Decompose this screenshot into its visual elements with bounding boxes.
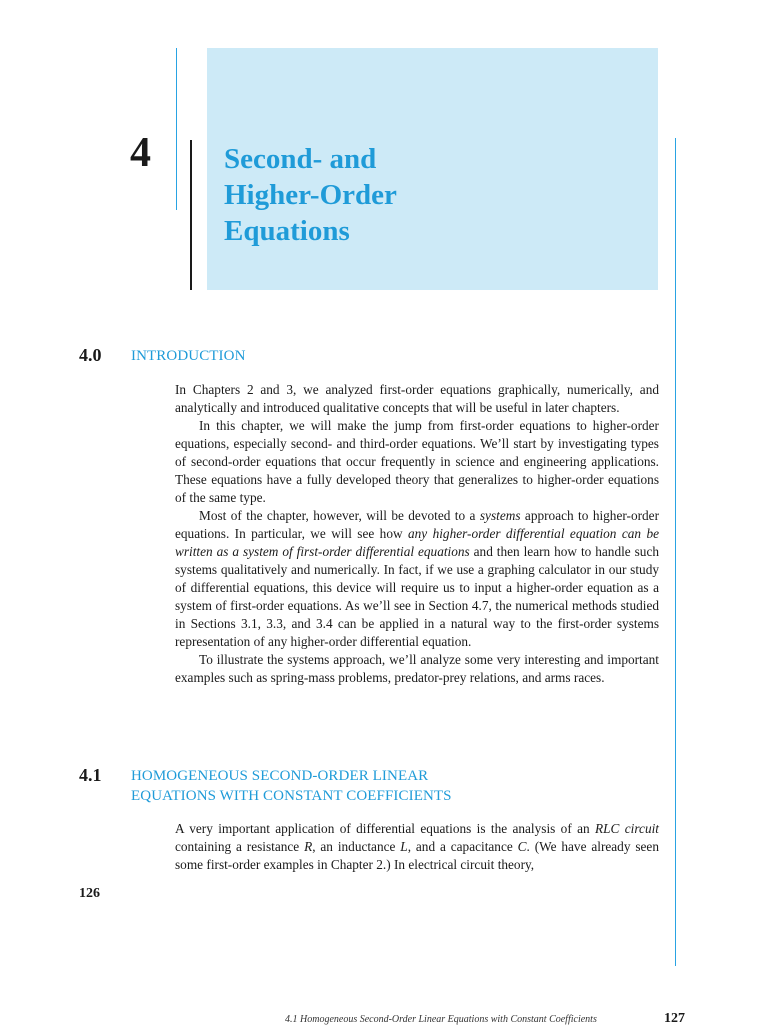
text-run: , and a capacitance bbox=[407, 839, 518, 854]
text-run: and then learn how to handle such systems qualitatively and numerically. In fact, if we use a graphing calculator in our study of differential equations, this device will require us to input a higher-order equation as a system of first-order equations. As we’ll see in Section 4.7, the numerical methods studied in Sections 3.1, 3.3, and 3.4 can be applied in a natural way to the first-order systems representation of any higher-order differential equation. bbox=[175, 544, 659, 649]
italic-run: L bbox=[400, 839, 408, 854]
text-run: In Chapters 2 and 3, we analyzed first-order equations graphically, numerically, and analytically and introduced qualitative concepts that will be useful in later chapters. bbox=[175, 382, 659, 415]
text-run: , an inductance bbox=[312, 839, 401, 854]
running-head: 4.1 Homogeneous Second-Order Linear Equations with Constant Coefficients bbox=[285, 1014, 597, 1025]
section-heading-line: INTRODUCTION bbox=[131, 348, 246, 364]
text-run: containing a resistance bbox=[175, 839, 305, 854]
chapter-number: 4 bbox=[130, 130, 151, 176]
chapter-title-line: Second- and bbox=[224, 143, 377, 175]
text-run: To illustrate the systems approach, we’ll analyze some very interesting and important examples such as spring-mass problems, predator-prey relations, and arms races. bbox=[175, 652, 659, 685]
paragraph bbox=[175, 507, 659, 651]
italic-run: systems bbox=[479, 508, 521, 523]
paragraph bbox=[175, 381, 659, 417]
italic-run: RLC circuit bbox=[595, 821, 659, 836]
italic-run: R bbox=[304, 839, 313, 854]
paragraph bbox=[175, 820, 659, 874]
text-run: Most of the chapter, however, will be devoted to a bbox=[199, 508, 480, 523]
chapter-divider-rule bbox=[190, 140, 192, 290]
chapter-title bbox=[224, 141, 644, 249]
chapter-title-line: Higher-Order bbox=[224, 179, 397, 211]
paragraph bbox=[175, 417, 659, 507]
margin-rule-left bbox=[176, 48, 177, 210]
section-number: 4.0 bbox=[79, 345, 102, 365]
section-number: 4.1 bbox=[79, 765, 102, 785]
page-number: 127 bbox=[664, 1011, 685, 1026]
page-number: 126 bbox=[79, 886, 100, 901]
paragraph bbox=[175, 651, 659, 687]
section-body bbox=[175, 820, 659, 874]
section-body bbox=[175, 381, 659, 687]
section-heading-line: EQUATIONS WITH CONSTANT COEFFICIENTS bbox=[131, 788, 452, 804]
section-heading-line: HOMOGENEOUS SECOND-ORDER LINEAR bbox=[131, 768, 429, 784]
text-run: A very important application of differential equations is the analysis of an bbox=[175, 821, 596, 836]
section-heading bbox=[131, 346, 246, 366]
chapter-title-line: Equations bbox=[224, 215, 350, 247]
section-heading bbox=[131, 766, 452, 806]
text-run: approach to higher-order equations. In particular, we will see how bbox=[175, 508, 659, 541]
italic-run: C bbox=[517, 839, 527, 854]
text-run: In this chapter, we will make the jump from first-order equations to higher-order equations, especially second- and third-order equations. We’ll start by investigating types of second-order equations that occur frequently in science and engineering applications. These equations have a fully developed theory that generalizes to higher-order equations of the same type. bbox=[175, 418, 659, 505]
text-run: . (We have already seen some first-order examples in Chapter 2.) In electrical circuit theory, bbox=[175, 839, 659, 872]
italic-run: any higher-order differential equation can be written as a system of first-order differential equations bbox=[175, 526, 659, 559]
margin-rule-right bbox=[675, 138, 676, 966]
